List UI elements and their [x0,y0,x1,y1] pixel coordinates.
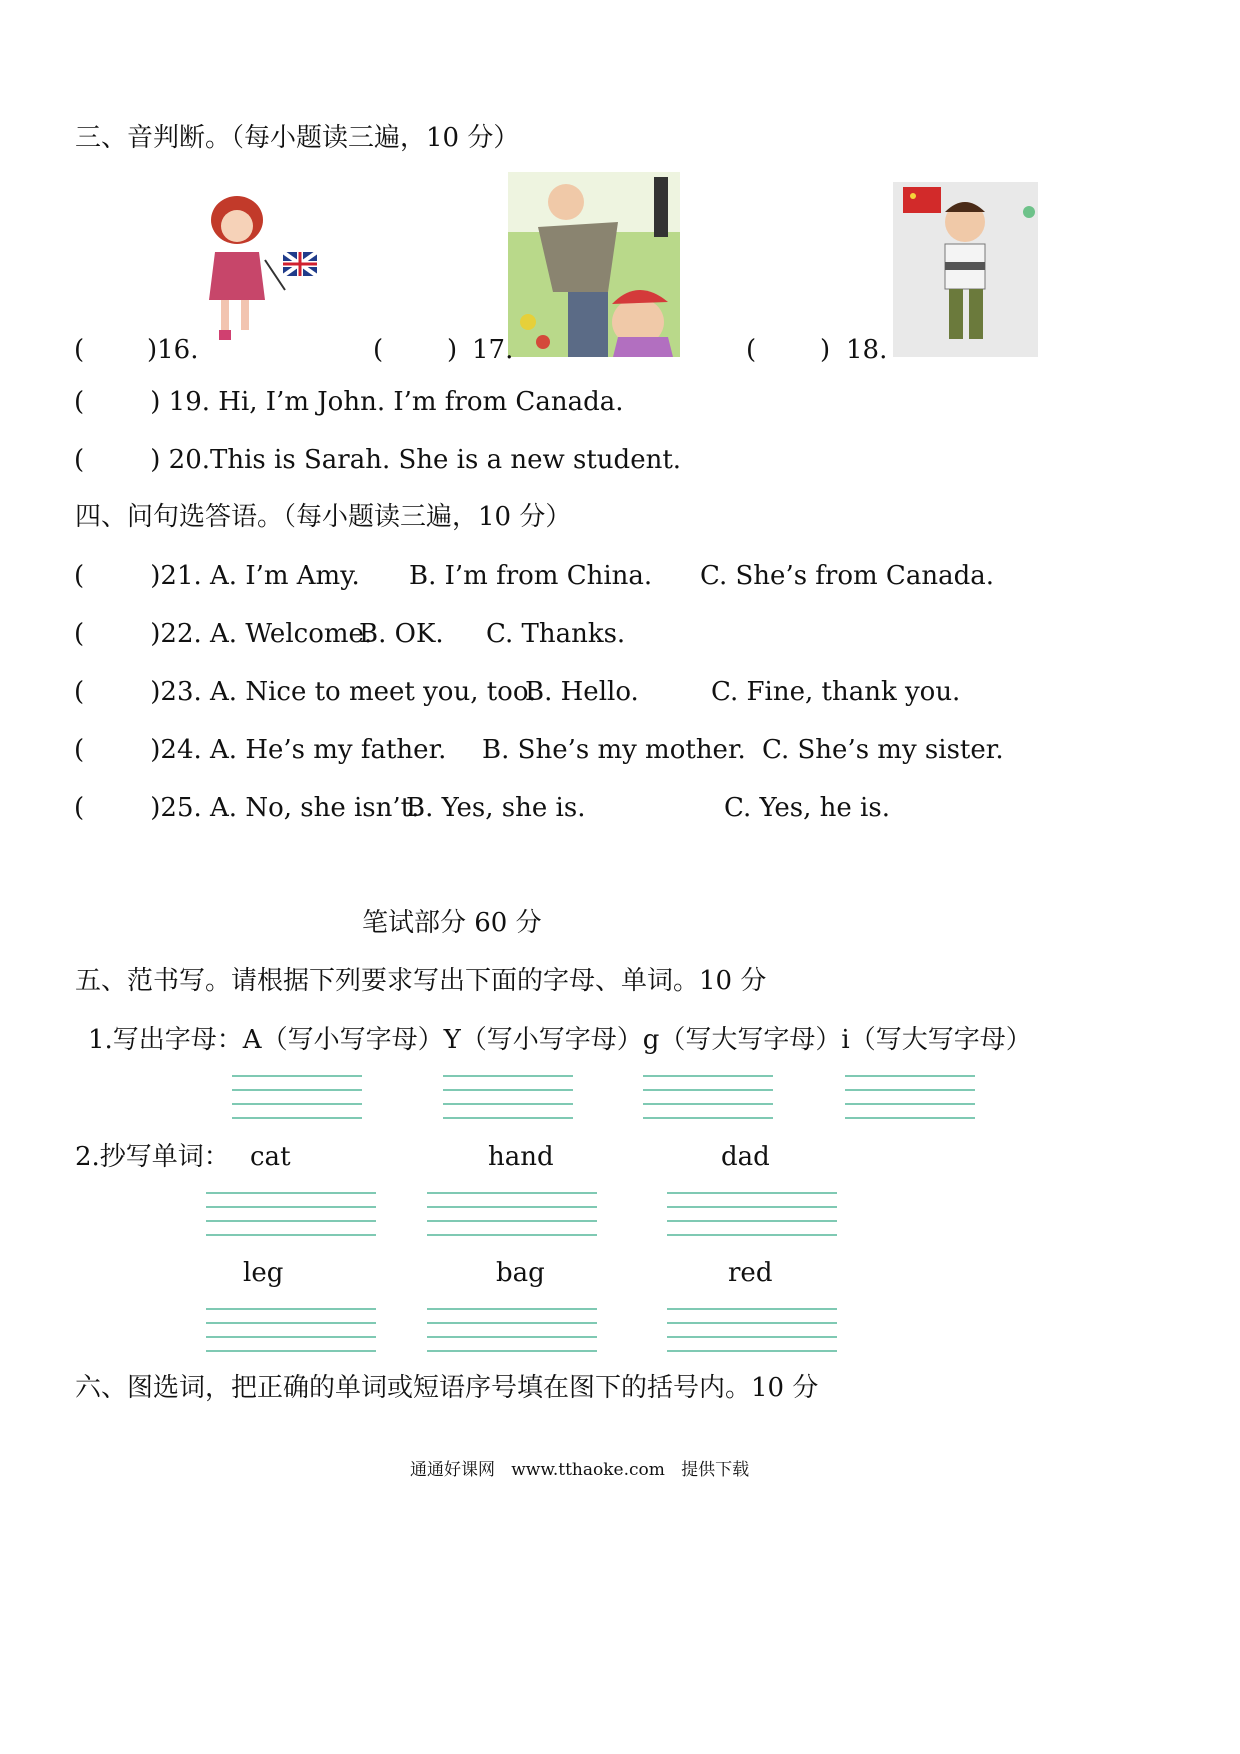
q21-option-a: ( )21. A. I’m Amy. [74,561,360,591]
word-dad-writing-lines[interactable] [667,1192,837,1236]
letter-y-writing-lines[interactable] [443,1075,573,1119]
q24-option-a: ( )24. A. He’s my father. [74,735,447,765]
section4-heading: 四、问句选答语。（每小题读三遍，10 分） [75,502,572,532]
q19-text: ( ) 19. Hi, I’m John. I’m from Canada. [74,387,624,417]
q18-open-paren: ( [746,335,757,365]
word-dad: dad [721,1142,770,1172]
word-leg-writing-lines[interactable] [206,1308,376,1352]
word-hand-writing-lines[interactable] [427,1192,597,1236]
q17-number: 17. [472,335,514,365]
q23-option-c: C. Fine, thank you. [711,677,961,707]
q17-open-paren: ( [373,335,384,365]
q25-option-c: C. Yes, he is. [724,793,890,823]
word-cat-writing-lines[interactable] [206,1192,376,1236]
words-prompt: 2.抄写单词： [75,1142,230,1172]
letter-a-writing-lines[interactable] [232,1075,362,1119]
footer-credit: 通通好课网 www.tthaoke.com 提供下载 [410,1460,750,1480]
q18-close-paren: ) [820,335,831,365]
q22-option-a: ( )22. A. Welcome. [74,619,373,649]
section6-heading: 六、图选词，把正确的单词或短语序号填在图下的括号内。10 分 [75,1373,819,1403]
q16-number: )16. [147,335,199,365]
q23-option-b: B. Hello. [525,677,639,707]
q16-open-paren: ( [74,335,85,365]
written-part-title: 笔试部分 60 分 [362,908,542,938]
q24-option-b: B. She’s my mother. [482,735,746,765]
letter-g-writing-lines[interactable] [643,1075,773,1119]
q23-option-a: ( )23. A. Nice to meet you, too. [74,677,537,707]
q21-option-b: B. I’m from China. [409,561,653,591]
word-leg: leg [243,1258,284,1288]
q25-option-a: ( )25. A. No, she isn’t. [74,793,420,823]
q24-option-c: C. She’s my sister. [762,735,1004,765]
q17-close-paren: ) [447,335,458,365]
boy-with-china-flag-picture [893,182,1038,357]
section3-heading: 三、音判断。（每小题读三遍，10 分） [75,123,520,153]
q22-option-c: C. Thanks. [486,619,626,649]
word-bag-writing-lines[interactable] [427,1308,597,1352]
word-hand: hand [488,1142,554,1172]
q25-option-b: B. Yes, she is. [406,793,586,823]
word-red-writing-lines[interactable] [667,1308,837,1352]
girl-with-uk-flag-picture [195,190,325,355]
q18-number: 18. [846,335,888,365]
word-cat: cat [250,1142,291,1172]
letter-i-writing-lines[interactable] [845,1075,975,1119]
q21-option-c: C. She’s from Canada. [700,561,994,591]
section5-heading: 五、范书写。请根据下列要求写出下面的字母、单词。10 分 [75,966,767,996]
q20-text: ( ) 20.This is Sarah. She is a new student. [74,445,682,475]
word-red: red [728,1258,773,1288]
letters-prompt: 1.写出字母：A（写小写字母）Y（写小写字母）g（写大写字母）i（写大写字母） [88,1025,1032,1055]
q22-option-b: B. OK. [359,619,444,649]
grandfather-gardening-picture [508,172,680,357]
word-bag: bag [496,1258,545,1288]
